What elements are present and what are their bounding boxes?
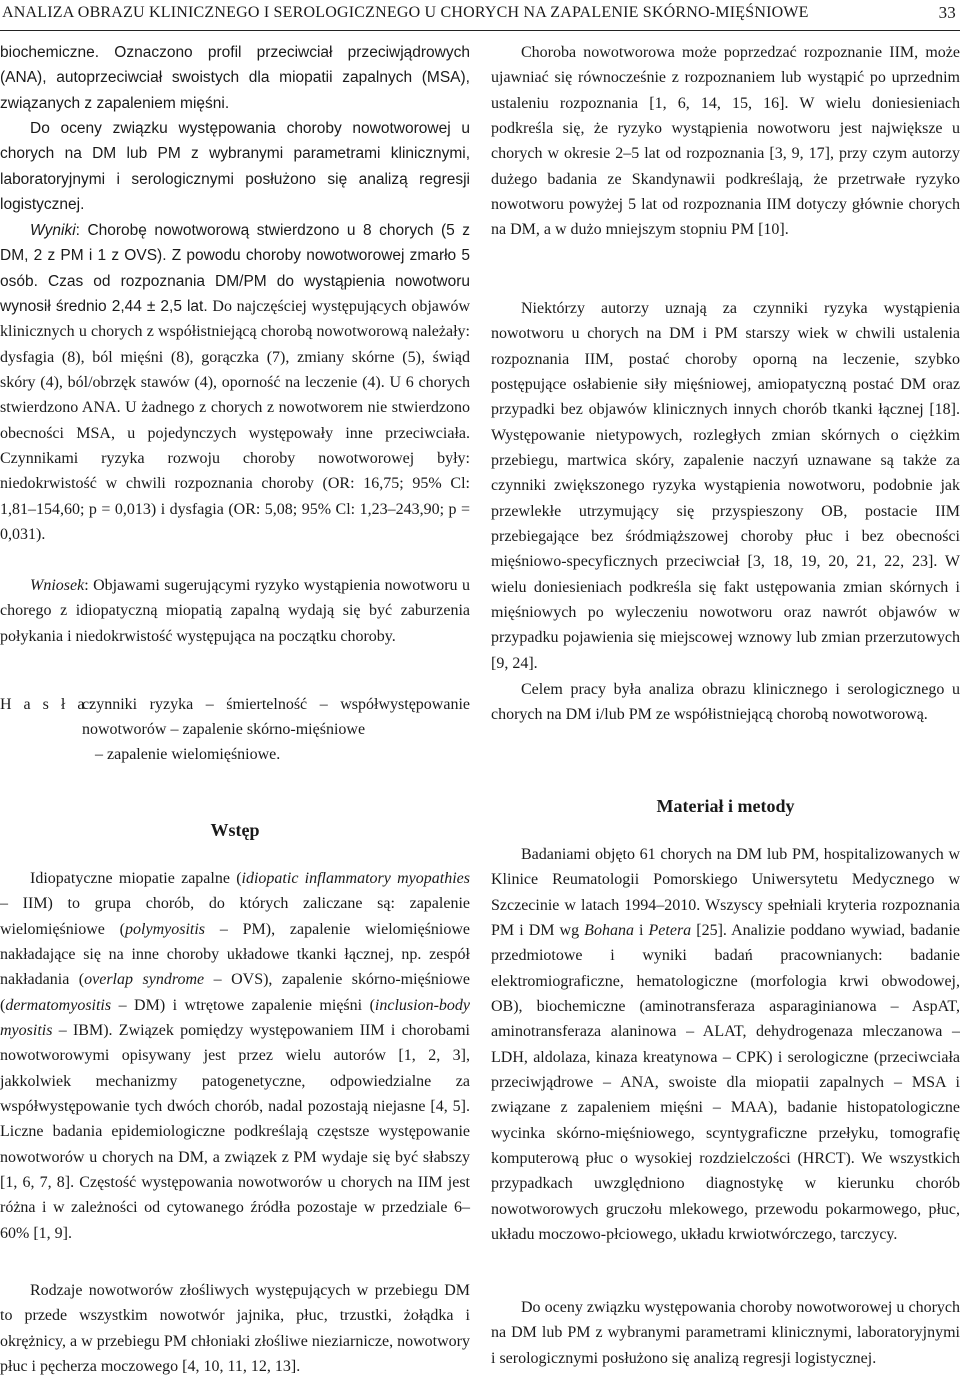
- page-number: 33: [938, 3, 956, 22]
- intro-paragraph-4: Niektórzy autorzy uznają za czynniki ryzyka wystąpienia nowotworu u chorych na DM i PM starszy wiek w chwili ustalenia rozpoznania IIM, postać choroby oporną na leczenie, szybko postępujące osłabienie siły mięśniowej, amiopatyczną postać DM oraz przypadki bez objawów klinicznych innych chorób tkanki łącznej [18]. Występowanie nietypowych, rozległych zmian skórnych o ciężkim przebiegu, martwica skóry, zapalenie naczyń uznawane są także za czynniki zwiększonego ryzyka wystąpienia nowotworu, podobnie jak przewlekłe utrzymujący się przyspieszony OB, postacie IIM przebiegające bez śródmiąższowej choroby płuc i bez obecności mięśniowo-specyficznych przeciwciał [3, 18, 19, 20, 21, 22, 23]. W wielu doniesieniach podkreśla się fakt ustępowania zmian skórnych i mięśniowych po wyleczeniu nowotworu oraz nawrót objawów w przypadku pojawienia się miejscowej wznowy lub zmian przerzutowych [9, 24].: [491, 300, 960, 672]
- results-intro: : Chorobę nowotworową stwierdzono u 8 chorych (5 z DM, 2 z PM i 1 z OVS). Z powodu choroby nowotworowej zmarło 5 osób. Czas od rozpoznania DM/PM do wystąpienia nowotworu wynosił średnio 2,44 ± 2,5 lat.: [0, 222, 470, 316]
- keywords: [0, 692, 470, 772]
- intro-paragraph-3: Choroba nowotworowa może poprzedzać rozpoznanie IIM, może ujawniać się równocześnie z rozpoznaniem lub wystąpić po uprzednim ustaleniu rozpoznania [1, 6, 14, 15, 16]. W wielu doniesieniach podkreśla się, że ryzyko wystąpienia nowotworu jest największe u chorych w okresie 2–5 lat od rozpoznania [3, 9, 17], przy czym autorzy dużego badania ze Skandynawii podkreślają, że przetrwałe ryzyko nowotworu powyżej 5 lat od rozpoznania IIM dotyczy głównie chorych na DM, a w dużo mniejszym stopniu PM [10].: [491, 44, 960, 239]
- abstract-analysis: Do oceny związku występowania choroby nowotworowej u chorych na DM lub PM z wybranymi parametrami klinicznymi, laboratoryjnymi i serologicznymi posłużono się analizą regresji logistycznej.: [0, 120, 470, 214]
- methods-paragraph-1: Badaniami objęto 61 chorych na DM lub PM, hospitalizowanych w Klinice Reumatologii Pomorskiego Uniwersytetu Medycznego w Szczecinie w latach 1994–2010. Wszyscy spełniali kryteria rozpoznania PM i DM wg Bohana i Petera [25]. Analizie poddano wywiad, badanie przedmiotowe i wyniki badań pracownianych: badanie elektromiograficzne, hematologiczne (morfologia krwi obwodowej, OB), biochemiczne (aminotransferaza asparaginianowa – AspAT, aminotransferaza alaninowa – ALAT, dehydrogenaza mleczanowa – LDH, aldolaza, kinaza kreatynowa – CPK) i serologiczne (przeciwciała przeciwjądrowe – ANA, swoiste dla miopatii zapalnych – MSA i związane z zapaleniem mięśni – MAA), badanie histopatologiczne wycinka skórno-mięśniowego, scyntygraficzne przełyku, tomografię komputerową płuc o wysokiej rozdzielczości (HRCT). We wszystkich przypadkach uwzględniono diagnostykę w kierunku chorób nowotworowych gruczołu mlekowego, przewodu pokarmowego, płuc, układu moczowo-płciowego, układu krwiotwórczego, tarczycy.: [491, 846, 960, 1244]
- results-body: Do najczęściej występujących objawów klinicznych u chorych z współistniejącą chorobą nowotworową należały: dysfagia (8), ból mięśni (8), gorączka (7), zmiany skórne (5), świąd skóry (4), ból/obrzęk stawów (4), oporność na leczenie (4). U 6 chorych stwierdzono ANA. U żadnego z chorych z nowotworem nie stwierdzono obecności MSA, u pojedynczych występowały inne przeciwciała. Czynnikami ryzyka rozwoju choroby nowotworowej były: niedokrwistość w chwili rozpoznania choroby (OR: 16,75; 95% Cl: 1,81–154,60; p = 0,013) i dysfagia (OR: 5,08; 95% Cl: 1,23–243,90; p = 0,031).: [0, 298, 470, 544]
- abstract-conclusion: [0, 573, 470, 649]
- intro-paragraph-1: Idiopatyczne miopatie zapalne (idiopatic inflammatory myopathies – IIM) to grupa chorób, do których zaliczane są: zapalenie wielomięśniowe (polymyositis – PM), zapalenie wielomięśniowe nakładające się na inne choroby układowe tkanki łącznej, np. zespół nakładania (overlap syndrome – OVS), zapalenie skórno-mięśniowe (dermatomyositis – DM) i wtrętowe zapalenie mięśni (inclusion-body myositis – IBM). Związek pomiędzy występowaniem IIM i chorobami nowotworowymi opisywany jest przez wielu autorów [1, 2, 3], jakkolwiek mechanizmy patogenetyczne, odpowiedzialne za współwystępowanie tych dwóch chorób, nadal pozostają niejasne [4, 5]. Liczne badania epidemiologiczne podkreślają częstsze występowanie nowotworów u chorych na DM, a związek z PM wydaje się być słabszy [1, 6, 7, 8]. Częstość występowania nowotworów u chorych na IIM jest różna i w zależności od cytowanego źródła pozostaje w przedziale 6–60% [1, 9].: [0, 870, 471, 1242]
- running-header: [0, 0, 960, 31]
- section-heading-wstep: Wstęp: [210, 820, 260, 840]
- conclusion-label: Wniosek: [30, 577, 85, 594]
- keywords-line2: – zapalenie wielomięśniowe.: [95, 746, 281, 763]
- section-heading-methods: Materiał i metody: [656, 796, 795, 816]
- intro-paragraph-5: Celem pracy była analiza obrazu klinicznego i serologicznego u chorych na DM i/lub PM ze współistniejącą chorobą nowotworową.: [491, 681, 960, 724]
- keywords-line1: czynniki ryzyka – śmiertelność – współwystępowanie nowotworów – zapalenie skórno-mięśniowe: [82, 696, 470, 738]
- conclusion-text: : Objawami sugerującymi ryzyko wystąpienia nowotworu u chorego z idiopatyczną miopatią zapalną wydają się być zaburzenia połykania i niedokrwistość występująca na początku choroby.: [0, 577, 470, 645]
- methods-paragraph-2: Do oceny związku występowania choroby nowotworowej u chorych na DM lub PM z wybranymi parametrami klinicznymi, laboratoryjnymi i serologicznymi posłużono się analizą regresji logistycznej.: [491, 1299, 960, 1367]
- running-title: ANALIZA OBRAZU KLINICZNEGO I SEROLOGICZNEGO U CHORYCH NA ZAPALENIE SKÓRNO-MIĘŚNIOWE: [2, 4, 809, 21]
- abstract-results: [0, 218, 470, 547]
- keywords-label: H a s ł a:: [0, 696, 97, 713]
- intro-paragraph-2: Rodzaje nowotworów złośliwych występujących w przebiegu DM to przede wszystkim nowotwór jajnika, płuc, trzustki, żołądka i okrężnicy, a w przebiegu PM chłoniaki złośliwe nieziarnicze, nowotwory płuc i pęcherza moczowego [4, 10, 11, 12, 13].: [0, 1282, 470, 1376]
- results-label: Wyniki: [30, 222, 76, 239]
- abstract-methods-end: biochemiczne. Oznaczono profil przeciwciał przeciwjądrowych (ANA), autoprzeciwciał swoistych dla miopatii zapalnych (MSA), związanych z zapaleniem mięśni.: [0, 44, 470, 112]
